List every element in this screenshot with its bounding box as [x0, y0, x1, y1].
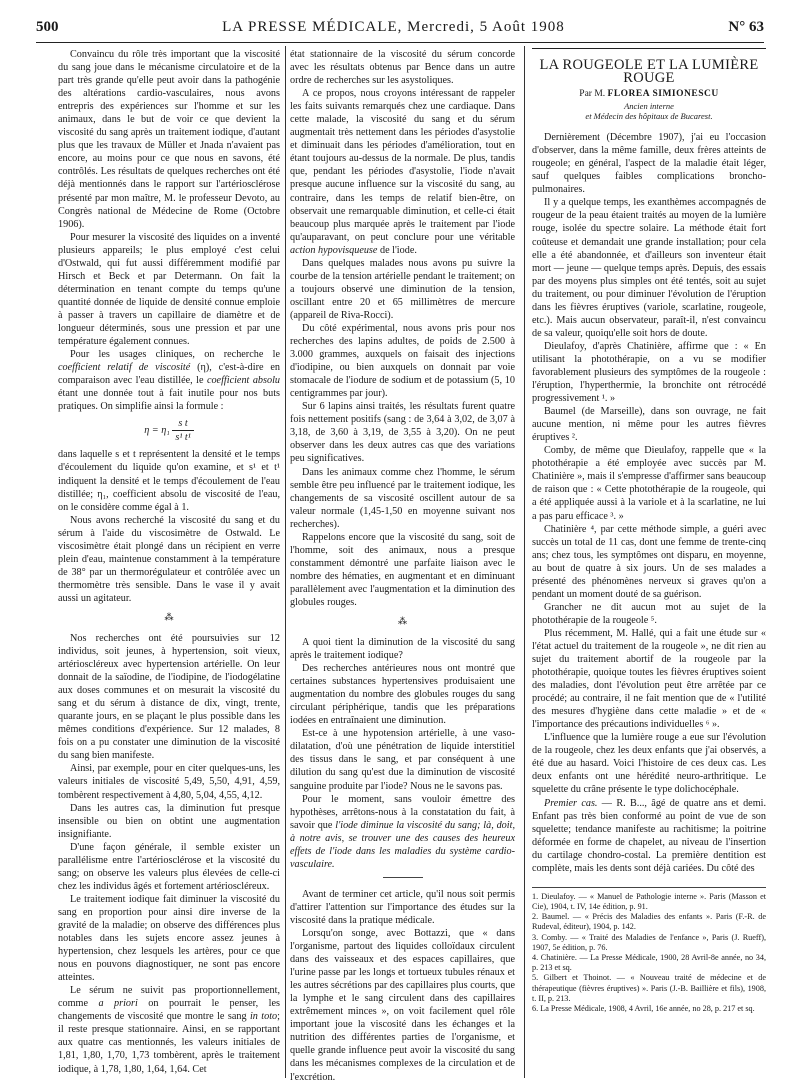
formula-denominator: s¹ t¹ — [175, 432, 191, 444]
footnote: 5. Gilbert et Thoinot. — « Nouveau traité de médecine et de thérapeutique (fièvres éruptives) ». Paris (J.-B. Baillière et fils), 1908, t. II, p. 213. — [532, 973, 766, 1003]
paragraph: Dieulafoy, d'après Chatinière, affirme que : « En utilisant la photothérapie, on a vu se modifier favorablement plusieurs des symptômes de la rougeole : l'éruption, l'hyperthermie, la bronchite ont rétrocédé progressivement ¹. » — [532, 340, 766, 405]
column-divider — [285, 46, 286, 1078]
footnote: 6. La Presse Médicale, 1908, 4 Avril, 16e année, no 28, p. 217 et sq. — [532, 1004, 755, 1014]
paragraph: Dernièrement (Décembre 1907), j'ai eu l'occasion d'observer, dans la même famille, deux frères atteints de rougeole; en général, l'aspect de la maladie était léger, sauf quelques faibles complications broncho-pulmonaires. — [532, 132, 766, 196]
footnotes — [532, 887, 766, 1014]
text: Pour le moment, sans vouloir émettre des hypothèses, arrêtons-nous à la constatation du fait, à savoir que — [290, 793, 515, 831]
page-header — [36, 12, 764, 43]
author-name: FLOREA SIMIONESCU — [607, 89, 719, 100]
section-asterism: ⁂ — [164, 611, 174, 622]
viscosity-formula — [58, 417, 280, 444]
paragraph: Avant de terminer cet article, qu'il nous soit permis d'attirer l'attention sur l'importance des études sur la viscosité dans la pratique médicale. — [290, 888, 515, 926]
article-header — [532, 48, 766, 121]
text: Pour les usages cliniques, on recherche le — [70, 349, 280, 361]
article-byline — [532, 88, 766, 101]
emphasis: l'iode diminue la viscosité du sang; là, doit, à notre avis, se trouver une des causes des heureux effets de l'iode dans les maladies du système cardio-vasculaire. — [290, 819, 515, 870]
column-3 — [532, 48, 766, 1014]
article-title: LA ROUGEOLE ET LA LUMIÈRE ROUGE — [539, 57, 759, 87]
column-2 — [290, 48, 515, 1084]
paragraph: Plus récemment, M. Hallé, qui a fait une étude sur « l'état actuel du traitement de la rougeole », ne dit rien au sujet du traitement abortif de la rougeole par la photothérapie, quoique toutes les fièvres éruptives soient des maladies, dont l'évolution peut être arrêtée par ce procédé; au contraire, il ne fait mention que de « l'utilité des mesures d'hygiène dans cette maladie » et de « l'importance des précautions individuelles ⁶ ». — [532, 627, 766, 731]
footnote: 4. Chatinière. — La Presse Médicale, 1900, 28 Avril-8e année, no 34, p. 213 et sq. — [532, 953, 766, 973]
paragraph: Sur 6 lapins ainsi traités, les résultats furent quatre fois nettement positifs (sang : de 3,64 à 3,02, de 3,07 à 3,18, de 3,60 à 3,19, de 3,55 à 3,20). On ne peut observer dans les deux autres cas que des variations peu significatives. — [290, 401, 515, 465]
paragraph: Baumel (de Marseille), dans son ouvrage, ne fait aucune mention, ni même pour les autres fièvres éruptives ². — [532, 406, 766, 444]
paragraph — [58, 984, 280, 1075]
author-affiliation — [532, 101, 766, 121]
paragraph: Nous avons recherché la viscosité du sang et du sérum à l'aide du viscosimètre de Ostwald. Le viscosimètre était plongé dans un récipient en verre plein d'eau, maintenue constamment à la température de 38° par un thermorégulateur et contrôlée avec un thermomètre très sensible. Dans le vase il y avait aussi un agitateur. — [58, 514, 280, 604]
paragraph: Pour mesurer la viscosité des liquides on a inventé plusieurs appareils; le plus employé c'est celui d'Ostwald, qui fut aussi différemment modifié par Hirsch et Beck et par Determann. On fait la détermination en tenant compte du temps qu'une quantité donnée de liquide de densité connue emploie à passer à travers un capillaire de diamètre et de longueur déterminés, sous une pression et par une température également connues. — [58, 231, 280, 348]
emphasis: a priori — [98, 998, 138, 1010]
footnote: 1. Dieulafoy. — « Manuel de Pathologie interne ». Paris (Masson et Cie), 1904, t. IV, 14e édition, p. 91. — [532, 891, 766, 912]
formula-fraction — [172, 417, 193, 444]
emphasis: coefficient relatif de viscosité — [58, 362, 191, 374]
paragraph — [532, 797, 766, 875]
paragraph — [58, 348, 280, 413]
footnote: 3. Comby. — « Traité des Maladies de l'enfance », Paris (J. Rueff), 1907, 5e édition, p. 76. — [532, 932, 766, 952]
paragraph: Comby, de même que Dieulafoy, rappelle que « la photothérapie a été employée avec succès par M. Chatinière », mais il s'empresse d'affirmer sans beaucoup de raison que : « Cette photothérapie de la rougeole, qui a été appliquée aussi à la variole et à la scarlatine, ne lui a pas paru efficace ³. » — [532, 445, 766, 522]
footnote: 2. Baumel. — « Précis des Maladies des enfants ». Paris (F.-R. de Rudeval, éditeur), 1904, p. 142. — [532, 912, 766, 932]
emphasis: coefficient absolu — [206, 375, 280, 387]
text: on pourrait le penser, les changements de viscosité que montre le sang — [58, 998, 280, 1023]
paragraph — [290, 87, 515, 257]
paragraph: Il y a quelque temps, les exanthèmes accompagnés de rougeur de la peau étaient traités au moyen de la lumière rouge, isolée du spectre solaire. La méthode était fort coûteuse et demandait une grande installation; pour cela elle a été abandonnée, et d'ailleurs son inventeur était mort — jeune — quelque temps après. Depuis, des essais par des moyens plus simples ont été tentés, soit au sujet du traitement, ou pour diminuer l'évolution de l'éruption dans les fièvres éruptives (variole, scarlatine, rougeole, etc.). Mais aucun observateur, paraît-il, n'est convaincu de sa valeur, quoiqu'elle soit hors de doute. — [532, 197, 766, 339]
text: — R. B..., âgé de quatre ans et demi. Enfant pas très bien conformé au point de vue de son squelette; tendance manifeste au rachitisme; la poitrine déformée en forme de chapelet, au niveau de l'insertion du cartilage chondro-costal. La première dentition est complète, mais les dents sont déjà cariées. Du côté des — [532, 797, 766, 874]
byline-prefix: Par M. — [579, 89, 608, 100]
paragraph: Dans les autres cas, la diminution fut presque insensible ou bien on obtint une augmentation insignifiante. — [58, 802, 280, 840]
paragraph: état stationnaire de la viscosité du sérum concorde avec les résultats obtenus par Bence dans un autre ordre de recherches sur les asystoliques. — [290, 49, 515, 87]
formula-lhs: η = η₁ — [144, 425, 170, 437]
paragraph — [290, 793, 515, 871]
paragraph: Du côté expérimental, nous avons pris pour nos recherches des lapins adultes, de poids de 2.500 à 3.000 grammes, auxquels on faisait des injections d'iodipine, ou bien auxquels on donnait par voie stomacale de l'iodure de sodium et de potassium (5, 10 centigrammes par jour). — [290, 322, 515, 400]
journal-title: LA PRESSE MÉDICALE, Mercredi, 5 Août 1908 — [222, 18, 565, 35]
paragraph: A quoi tient la diminution de la viscosité du sang après le traitement iodique? — [290, 637, 515, 662]
emphasis: action hypovisqueuse — [290, 244, 378, 256]
column-divider — [524, 46, 525, 1078]
paragraph: Chatinière ⁴, par cette méthode simple, a guéri avec succès un total de 11 cas, dont une femme de trente-cinq ans; chez tous, les symptômes ont disparu, en moyenne, au bout de quatre à six jours. Un de ses malades a présenté des phénomènes nerveux si graves qu'on a pendant un moment douté de sa guérison. — [532, 523, 766, 600]
text: (η), c'est-à-dire en comparaison avec l'eau distillée, le — [58, 362, 280, 387]
paragraph: Convaincu du rôle très important que la viscosité du sang joue dans le mécanisme circulatoire et de la part très grande qu'elle peut avoir dans la pathogénie des altérations cardio-vasculaires, nous avons entrepris des expériences sur l'homme et sur les animaux, dans le but de voir ce que devient la viscosité du sang après un traitement iodique, d'autant plus que les travaux de Müller et Jnada n'avaient pas encore, au moins pour ce que nous en savons, été contrôlés. Les résultats de quelques recherches ont été déjà mentionnés dans le rapport sur l'artériosclérose présenté par mon maître, M. le professeur Devoto, au Congrès national de Médecine de Rome (Octobre 1906). — [58, 49, 280, 230]
paragraph: Le traitement iodique fait diminuer la viscosité du sang en proportion pour ainsi dire inverse de la gravité de la maladie; on observe des différences plus notables dans les sujets encore assez jeunes à hypertension, chez lesquels les artères, pour ce que nous en pouvons diagnostiquer, ne sont pas encore atteintes. — [58, 893, 280, 984]
section-asterism: ⁂ — [398, 616, 407, 627]
case-label: Premier cas. — [544, 797, 598, 809]
page-number: 500 — [36, 18, 59, 35]
paragraph: dans laquelle s et t représentent la densité et le temps d'écoulement du liquide qu'on examine, et s¹ et t¹ indiquent la densité et le temps d'écoulement de l'eau distillée; η₁, coefficient absolu de viscosité de l'eau, on le considère comme égal à 1. — [58, 449, 280, 513]
paragraph: Des recherches antérieures nous ont montré que certaines substances hypertensives produisaient une augmentation du nombre des globules rouges du sang circulant périphérique, tandis que les préparations iodées en entraînaient une diminution. — [290, 663, 515, 727]
paragraph: Nos recherches ont été poursuivies sur 12 individus, soit jeunes, à hypertension, soit vieux, artérioscléreux avec hypertension artérielle. On leur donnait de la saïodine, de l'iodipine, de l'iodogélatine aux doses communes et on mesurait la viscosité du sang et du sérum à distance de dix, vingt, trente, quarante jours, en se plaçant le plus possible dans les mêmes conditions d'expérience. Sur 12 malades, 8 fois on a pu constater une diminution de la viscosité du sang bien manifeste. — [58, 632, 280, 762]
text: Le sérum ne suivit pas proportionnellement, comme — [58, 985, 280, 1010]
issue-number: N° 63 — [728, 18, 764, 35]
affiliation-line: Ancien interne — [624, 101, 674, 112]
text: A ce propos, nous croyons intéressant de rappeler les faits suivants remarqués chez une cardiaque. Dans cette malade, la viscosité du sang et du sérum augmentait très nettement dans les périodes d'asystolie et diminuait dans les périodes d'amélioration, tout en étant toujours au-dessus de la normale. De plus, tandis que, pendant les périodes d'asystolie, l'iode n'avait presque aucune influence sur la viscosité du sang, au contraire, dans les temps de relatif bien-être, on observait une remarquable diminution, et celle-ci était beaucoup plus marquée après le traitement par l'iode qu'auparavant, on peut conclure pour une véritable — [290, 88, 515, 243]
paragraph: Lorsqu'on songe, avec Bottazzi, que « dans l'organisme, partout des liquides colloïdaux circulent dans des vaisseaux et des espaces capillaires, que l'urine passe par les longs et tortueux tubules rénaux et les autres sécrétions par des capillaires plus courts, que la lymphe et le sang circulent dans des capillaires extrêmement minces », on voit facilement quel rôle important joue la viscosité dans les échanges et la nutrition des différentes parties de l'organisme, et quelle grande influence peut avoir la viscosité du sang dans les mécanismes complexes de la circulation et de l'excrétion. — [290, 928, 515, 1083]
paragraph: Rappelons encore que la viscosité du sang, soit de l'homme, soit des animaux, nous a presque constamment démontré une parfaite liaison avec le nombre des hématies, en augmentant et en diminuant parallèlement avec l'augmentation et la diminution des globules rouges. — [290, 531, 515, 608]
section-divider — [383, 877, 423, 878]
paragraph: D'une façon générale, il semble exister un parallélisme entre l'artériosclérose et la viscosité du sang; on observe les valeurs plus élevées de celle-ci chez les individus âgés et fortement artérioscléreux. — [58, 841, 280, 892]
paragraph: L'influence que la lumière rouge a eue sur l'évolution de la rougeole, chez les deux enfants que j'ai observés, a été due au hasard. Voici l'histoire de ces deux cas. Les deux enfants ont une hérédité neuro-arthritique. Le squelette du crâne présente le type dolichocéphale. — [532, 732, 766, 796]
paragraph: Dans quelques malades nous avons pu suivre la courbe de la tension artérielle pendant le traitement; on a toujours observé une diminution de la tension, oscillant entre 20 et 65 millimètres de mercure (appareil de Riva-Rocci). — [290, 257, 515, 321]
formula-numerator: s t — [172, 417, 193, 431]
paragraph: Grancher ne dit aucun mot au sujet de la photothérapie de la rougeole ⁵. — [532, 601, 766, 626]
text: ; il reste presque stationnaire. Ainsi, en se rapportant aux quatre cas mentionnés, les valeurs initiales de 1,81, 1,80, 1,70, 1,73 tombèrent, après le traitement iodique, à 1,78, 1,80, 1,64, 1,64. Cet — [58, 1011, 280, 1075]
paragraph: Est-ce à une hypotension artérielle, à une vaso-dilatation, d'où une pénétration de liquide interstitiel des tissus dans le sang, et par conséquent à une dilution du sang qu'est due la diminution de viscosité sanguine produite par l'iode? Nous ne le savons pas. — [290, 728, 515, 792]
text: de l'iode. — [377, 244, 417, 256]
text: étant une donnée tout à fait inutile pour nos buts pratiques. On simplifie ainsi la formule : — [58, 388, 280, 413]
paragraph: Ainsi, par exemple, pour en citer quelques-uns, les valeurs initiales de viscosité 5,49, 5,50, 4,91, 4,59, tombèrent respectivement à 4,80, 5,04, 4,55, 4,12. — [58, 763, 280, 801]
emphasis: in toto — [249, 1011, 278, 1023]
affiliation-line: et Médecin des hôpitaux de Bucarest. — [585, 111, 713, 122]
column-1 — [58, 48, 280, 1076]
paragraph: Dans les animaux comme chez l'homme, le sérum semble être peu influencé par le traitement iodique, les changements de sa viscosité oscillent autour de sa valeur normale (1,45-1,50 en moyenne suivant nos recherches). — [290, 466, 515, 530]
